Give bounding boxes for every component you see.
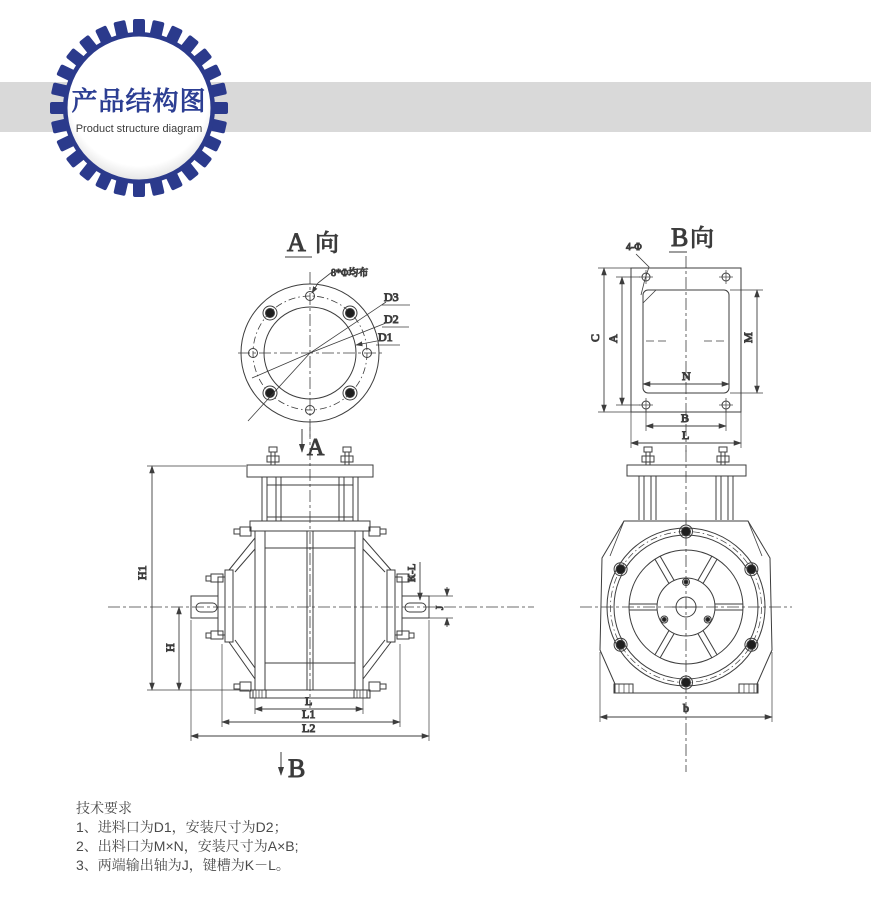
- side-view: [580, 447, 792, 772]
- view-b-annotation: 4-Φ: [626, 242, 642, 253]
- section-marker-a: A: [307, 435, 325, 461]
- flange-bolt-left: [267, 447, 279, 465]
- dim-h: H: [163, 643, 177, 652]
- left-keyway: [196, 603, 217, 612]
- dim-b: B: [681, 411, 690, 425]
- dim-a: A: [606, 334, 620, 343]
- technical-requirements: [76, 799, 298, 875]
- view-a: [238, 228, 410, 461]
- badge-title: 产品结构图: [71, 86, 207, 116]
- view-a-title-letter: A: [287, 228, 306, 257]
- dim-j: J: [434, 605, 446, 610]
- flange-bolt-left2: [642, 447, 654, 465]
- dim-kl: K-L: [406, 563, 418, 582]
- dim-l2: L2: [302, 721, 316, 735]
- front-view: [108, 427, 534, 783]
- dim-side-b: b: [683, 701, 689, 715]
- label-d1: D1: [378, 330, 393, 344]
- dim-l-b: L: [682, 428, 690, 442]
- section-marker-b: B: [288, 754, 306, 783]
- view-b-title-suffix: 向: [690, 226, 714, 252]
- dim-l: L: [305, 694, 313, 708]
- dim-h1: H1: [135, 565, 149, 580]
- dim-c: C: [588, 333, 602, 342]
- tech-item-1: 1、进料口为D1，安装尺寸为D2；: [76, 819, 288, 835]
- view-a-annotation: 8*Φ均布: [331, 268, 369, 279]
- dim-m: M: [741, 332, 755, 343]
- view-b: [588, 223, 763, 452]
- label-d2: D2: [384, 312, 399, 326]
- view-b-title-letter: B: [671, 223, 689, 252]
- dim-l1: L1: [302, 707, 316, 721]
- label-d3: D3: [384, 290, 399, 304]
- badge-subtitle: Product structure diagram: [75, 123, 203, 135]
- view-a-title-suffix: 向: [315, 231, 339, 257]
- valve-body: [234, 521, 386, 698]
- flange-bolt-right: [341, 447, 353, 465]
- tech-title: 技术要求: [76, 800, 132, 816]
- dim-n: N: [682, 369, 691, 383]
- tech-item-3: 3、两端输出轴为J，键槽为K－L。: [76, 857, 290, 873]
- left-bearing-shaft: [191, 538, 255, 679]
- flange-bolt-right2: [717, 447, 729, 465]
- right-bearing-shaft: [363, 538, 429, 679]
- right-keyway: [405, 603, 426, 612]
- tech-item-2: 2、出料口为M×N，安装尺寸为A×B;: [76, 838, 299, 854]
